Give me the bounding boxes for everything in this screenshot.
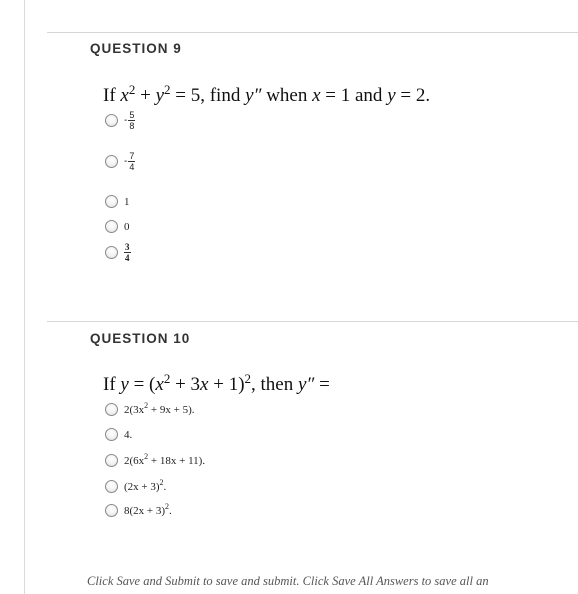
q9-option-4[interactable]: [105, 220, 130, 233]
question-10-divider: [47, 321, 578, 322]
question-9-text: If $x^2 + y^2 = 5$, find y″ when x = 1 and y = 2.: [103, 82, 431, 106]
radio-button[interactable]: [105, 155, 118, 168]
option-label: $2(6x^2 + 18x + 11)$.: [124, 451, 206, 467]
radio-button[interactable]: [105, 403, 118, 416]
radio-button[interactable]: [105, 480, 118, 493]
radio-button[interactable]: [105, 114, 118, 127]
question-9-heading: QUESTION 9: [90, 41, 182, 56]
radio-button[interactable]: [105, 504, 118, 517]
radio-button[interactable]: [105, 454, 118, 467]
q10-option-3[interactable]: [105, 451, 206, 467]
q9-option-1[interactable]: [105, 110, 135, 131]
option-label: $2(3x^2 + 9x + 5)$.: [124, 400, 195, 416]
q10-option-1[interactable]: [105, 400, 195, 416]
q10-option-4[interactable]: [105, 477, 167, 493]
option-label: - $\frac{7}{4}$: [124, 151, 135, 172]
option-label: $(2x + 3)^2$.: [124, 477, 167, 493]
q9-option-5[interactable]: [105, 242, 131, 263]
submit-instructions: Click Save and Submit to save and submit. Click Save All Answers to save all an: [87, 574, 489, 588]
option-label: $8(2x + 3)^2$.: [124, 501, 172, 517]
option-label: 4.: [124, 428, 133, 441]
q10-option-2[interactable]: [105, 428, 132, 441]
question-10-heading: QUESTION 10: [90, 331, 191, 346]
q10-option-5[interactable]: [105, 501, 172, 517]
radio-button[interactable]: [105, 246, 118, 259]
question-9-divider: [47, 32, 578, 33]
option-label: - $\frac{5}{8}$: [124, 110, 135, 131]
q9-option-3[interactable]: [105, 195, 130, 208]
radio-button[interactable]: [105, 195, 118, 208]
q9-option-2[interactable]: [105, 151, 135, 172]
question-10-text: If $y = (x^2 + 3x + 1)^2$, then y″ =: [103, 371, 330, 395]
option-label: 1: [124, 195, 130, 208]
option-label: $\frac{3}{4}$: [125, 242, 130, 263]
radio-button[interactable]: [105, 428, 118, 441]
option-label: 0: [124, 220, 130, 233]
page-left-border: [24, 0, 25, 594]
radio-button[interactable]: [105, 220, 118, 233]
